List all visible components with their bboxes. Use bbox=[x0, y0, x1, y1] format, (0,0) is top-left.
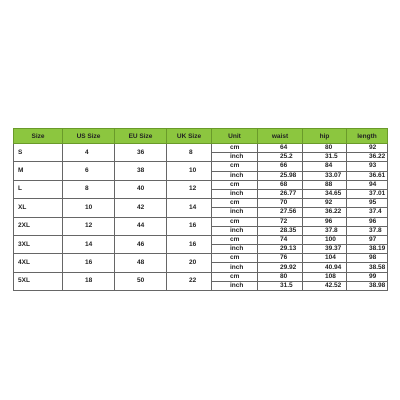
size-cell: 2XL bbox=[14, 217, 63, 235]
hip-cell: 42.52 bbox=[303, 281, 347, 290]
header-eu-size: EU Size bbox=[115, 129, 167, 144]
hip-cell: 33.07 bbox=[303, 171, 347, 180]
table-row bbox=[14, 162, 388, 171]
length-cell: 99 bbox=[347, 272, 388, 281]
hip-cell: 36.22 bbox=[303, 208, 347, 217]
waist-cell: 68 bbox=[258, 180, 303, 189]
waist-cell: 70 bbox=[258, 199, 303, 208]
hip-cell: 31.5 bbox=[303, 153, 347, 162]
length-cell: 95 bbox=[347, 199, 388, 208]
unit-cell: inch bbox=[212, 189, 258, 198]
waist-cell: 31.5 bbox=[258, 281, 303, 290]
header-row bbox=[14, 129, 388, 144]
uk-size-cell: 12 bbox=[167, 180, 212, 198]
header-uk-size: UK Size bbox=[167, 129, 212, 144]
eu-size-cell: 38 bbox=[115, 162, 167, 180]
size-cell: 3XL bbox=[14, 235, 63, 253]
size-cell: S bbox=[14, 144, 63, 162]
waist-cell: 25.98 bbox=[258, 171, 303, 180]
hip-cell: 80 bbox=[303, 144, 347, 153]
header-length: length bbox=[347, 129, 388, 144]
unit-cell: cm bbox=[212, 180, 258, 189]
unit-cell: inch bbox=[212, 208, 258, 217]
uk-size-cell: 14 bbox=[167, 199, 212, 217]
eu-size-cell: 46 bbox=[115, 235, 167, 253]
table-row bbox=[14, 217, 388, 226]
waist-cell: 26.77 bbox=[258, 189, 303, 198]
hip-cell: 100 bbox=[303, 235, 347, 244]
eu-size-cell: 48 bbox=[115, 254, 167, 272]
length-cell: 36.22 bbox=[347, 153, 388, 162]
uk-size-cell: 8 bbox=[167, 144, 212, 162]
size-cell: XL bbox=[14, 199, 63, 217]
uk-size-cell: 16 bbox=[167, 217, 212, 235]
length-cell: 38.58 bbox=[347, 263, 388, 272]
us-size-cell: 12 bbox=[63, 217, 115, 235]
length-cell: 37.01 bbox=[347, 189, 388, 198]
waist-cell: 80 bbox=[258, 272, 303, 281]
header-waist: waist bbox=[258, 129, 303, 144]
unit-cell: cm bbox=[212, 162, 258, 171]
unit-cell: inch bbox=[212, 153, 258, 162]
eu-size-cell: 44 bbox=[115, 217, 167, 235]
us-size-cell: 10 bbox=[63, 199, 115, 217]
us-size-cell: 16 bbox=[63, 254, 115, 272]
waist-cell: 76 bbox=[258, 254, 303, 263]
length-cell: 98 bbox=[347, 254, 388, 263]
eu-size-cell: 40 bbox=[115, 180, 167, 198]
table-row bbox=[14, 254, 388, 263]
length-cell: 94 bbox=[347, 180, 388, 189]
hip-cell: 34.65 bbox=[303, 189, 347, 198]
waist-cell: 27.56 bbox=[258, 208, 303, 217]
header-size: Size bbox=[14, 129, 63, 144]
us-size-cell: 6 bbox=[63, 162, 115, 180]
us-size-cell: 8 bbox=[63, 180, 115, 198]
us-size-cell: 18 bbox=[63, 272, 115, 290]
length-cell: 96 bbox=[347, 217, 388, 226]
waist-cell: 74 bbox=[258, 235, 303, 244]
table-row bbox=[14, 235, 388, 244]
unit-cell: cm bbox=[212, 235, 258, 244]
unit-cell: cm bbox=[212, 254, 258, 263]
size-cell: 5XL bbox=[14, 272, 63, 290]
hip-cell: 40.94 bbox=[303, 263, 347, 272]
unit-cell: inch bbox=[212, 263, 258, 272]
header-hip: hip bbox=[303, 129, 347, 144]
length-cell: 92 bbox=[347, 144, 388, 153]
uk-size-cell: 22 bbox=[167, 272, 212, 290]
eu-size-cell: 36 bbox=[115, 144, 167, 162]
hip-cell: 92 bbox=[303, 199, 347, 208]
us-size-cell: 4 bbox=[63, 144, 115, 162]
unit-cell: inch bbox=[212, 245, 258, 254]
unit-cell: inch bbox=[212, 171, 258, 180]
unit-cell: cm bbox=[212, 144, 258, 153]
size-cell: M bbox=[14, 162, 63, 180]
uk-size-cell: 16 bbox=[167, 235, 212, 253]
table-body bbox=[14, 144, 388, 291]
waist-cell: 66 bbox=[258, 162, 303, 171]
table-row bbox=[14, 144, 388, 153]
uk-size-cell: 20 bbox=[167, 254, 212, 272]
unit-cell: inch bbox=[212, 226, 258, 235]
hip-cell: 96 bbox=[303, 217, 347, 226]
hip-cell: 39.37 bbox=[303, 245, 347, 254]
waist-cell: 29.92 bbox=[258, 263, 303, 272]
length-cell: 36.61 bbox=[347, 171, 388, 180]
length-cell: 37.8 bbox=[347, 226, 388, 235]
length-cell: 97 bbox=[347, 235, 388, 244]
hip-cell: 108 bbox=[303, 272, 347, 281]
waist-cell: 29.13 bbox=[258, 245, 303, 254]
length-cell: 93 bbox=[347, 162, 388, 171]
table-row bbox=[14, 272, 388, 281]
length-cell: 38.19 bbox=[347, 245, 388, 254]
waist-cell: 25.2 bbox=[258, 153, 303, 162]
us-size-cell: 14 bbox=[63, 235, 115, 253]
hip-cell: 104 bbox=[303, 254, 347, 263]
hip-cell: 37.8 bbox=[303, 226, 347, 235]
size-chart-table bbox=[13, 128, 388, 291]
length-cell: 37.4 bbox=[347, 208, 388, 217]
table-row bbox=[14, 180, 388, 189]
length-cell: 38.98 bbox=[347, 281, 388, 290]
header-us-size: US Size bbox=[63, 129, 115, 144]
size-cell: 4XL bbox=[14, 254, 63, 272]
waist-cell: 28.35 bbox=[258, 226, 303, 235]
eu-size-cell: 42 bbox=[115, 199, 167, 217]
uk-size-cell: 10 bbox=[167, 162, 212, 180]
unit-cell: cm bbox=[212, 199, 258, 208]
size-cell: L bbox=[14, 180, 63, 198]
table-row bbox=[14, 199, 388, 208]
hip-cell: 88 bbox=[303, 180, 347, 189]
waist-cell: 72 bbox=[258, 217, 303, 226]
eu-size-cell: 50 bbox=[115, 272, 167, 290]
unit-cell: cm bbox=[212, 272, 258, 281]
waist-cell: 64 bbox=[258, 144, 303, 153]
header-unit: Unit bbox=[212, 129, 258, 144]
unit-cell: inch bbox=[212, 281, 258, 290]
unit-cell: cm bbox=[212, 217, 258, 226]
hip-cell: 84 bbox=[303, 162, 347, 171]
